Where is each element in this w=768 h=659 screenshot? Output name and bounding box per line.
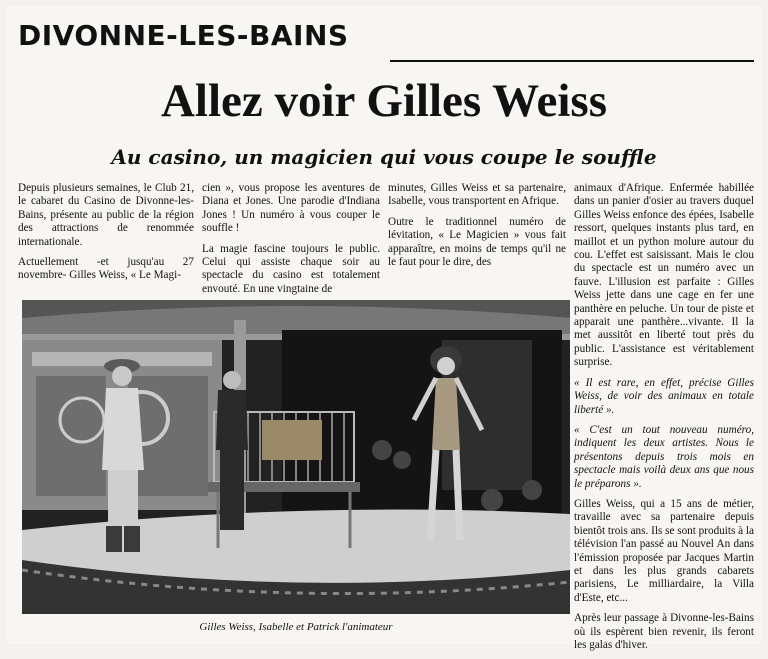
headline: Allez voir Gilles Weiss	[160, 75, 608, 127]
photo-caption: Gilles Weiss, Isabelle et Patrick l'animateur	[199, 621, 393, 633]
paragraph: Actuellement -et jusqu'au 27 novembre- Gilles Weiss, « Le Magi-	[18, 256, 194, 282]
paragraph: Outre le traditionnel numéro de lévitation, « Le Magicien » vous fait apparaître, en moins de temps qu'il ne le faut pour le dire, des	[388, 215, 566, 269]
paragraph: Après leur passage à Divonne-les-Bains où ils espèrent bien revenir, ils feront les galas d'hiver.	[574, 612, 754, 651]
article-column-2	[202, 182, 380, 303]
quote-paragraph: « C'est un tout nouveau numéro, indiquent les deux artistes. Nous le présentons depuis trois mois en spectacle mais voilà deux ans que nous le préparons ».	[574, 423, 754, 490]
newspaper-clipping	[6, 6, 762, 651]
paragraph: Gilles Weiss, qui a 15 ans de métier, travaille avec sa partenaire depuis bientôt trois ans. Ils se sont produits à la télévision l'an passé au Nouvel An dans l'émission proposée par Jacques Martin et dans les plus grands cabarets parisiens, Le milliardaire, la Villa d'Este, etc...	[574, 497, 754, 604]
stage-photo	[22, 300, 570, 614]
paragraph: cien », vous propose les aventures de Diana et Jones. Une parodie d'Indiana Jones ! Un numéro à vous couper le souffle !	[202, 182, 380, 235]
quote-paragraph: « Il est rare, en effet, précise Gilles Weiss, de voir des animaux en totale liberté ».	[574, 376, 754, 416]
paragraph: animaux d'Afrique. Enfermée habillée dans un panier d'osier au travers duquel Gilles Weiss enfonce des épées, Isabelle ressort, quelques instants plus tard, en maillot et un python molure autour du cou. L'effet est saisissant. Mais le clou du spectacle est un numéro avec un fauve. L'illusion est parfaite : Gilles Weiss jette dans une cage en fer une panthère en peluche. Un tour de piste et apparait une panthère...vivante. Il la met aussitôt en liberté tout près du public. L'assistance est véritablement surprise.	[574, 182, 754, 369]
section-kicker: DIVONNE-LES-BAINS	[18, 19, 349, 52]
article-column-1	[18, 182, 194, 290]
paragraph: minutes, Gilles Weiss et sa partenaire, Isabelle, vous transportent en Afrique.	[388, 182, 566, 208]
article-column-3	[388, 182, 566, 276]
paragraph: La magie fascine toujours le public. Celui qui assiste chaque soir au spectacle du casino est totalement envouté. En une vingtaine de	[202, 242, 380, 295]
subheadline: Au casino, un magicien qui vous coupe le souffle	[111, 145, 657, 169]
paragraph: Depuis plusieurs semaines, le Club 21, le cabaret du Casino de Divonne-les-Bains, présente au public de la région des attractions de renommée internationale.	[18, 182, 194, 248]
article-column-4	[574, 182, 754, 659]
stage-photo-drawing	[22, 300, 570, 614]
kicker-rule	[390, 60, 754, 62]
